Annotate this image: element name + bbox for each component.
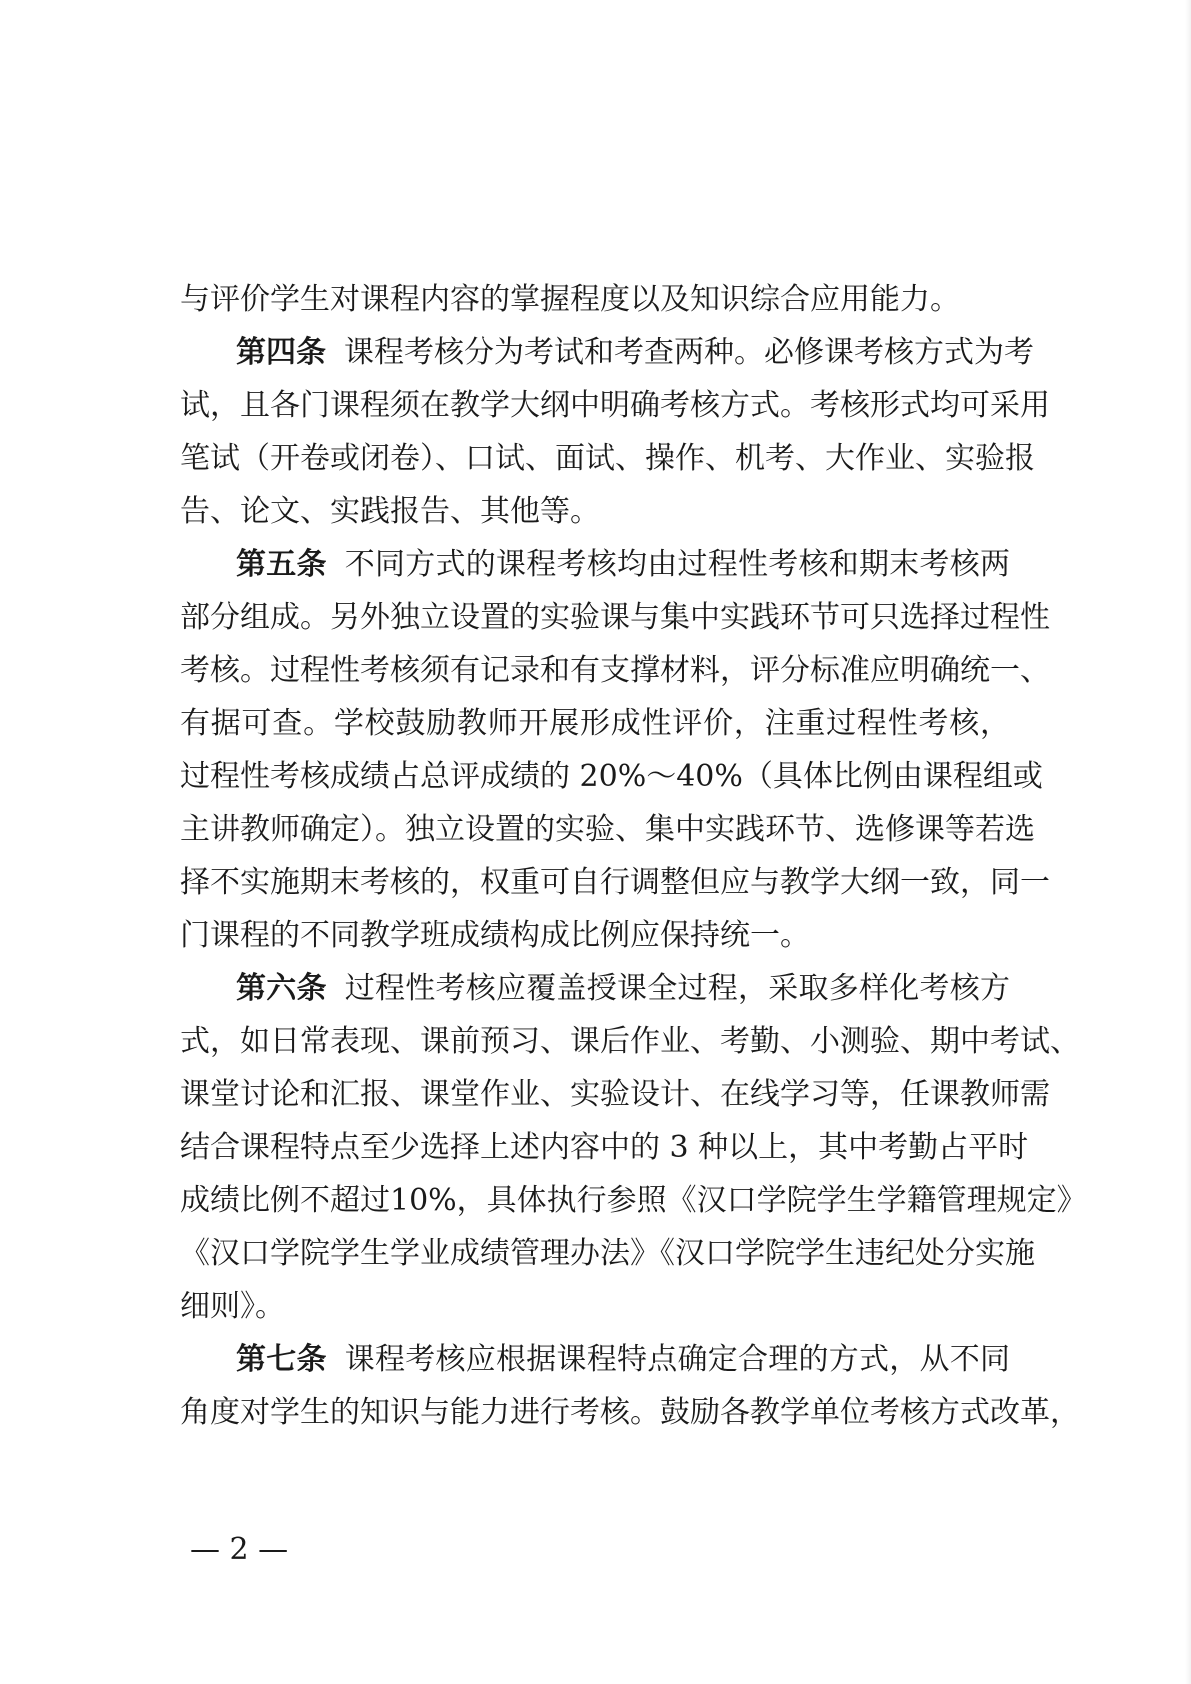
article-6-first-line	[236, 961, 1010, 1017]
body-line: 考核。过程性考核须有记录和有支撑材料，评分标准应明确统一、	[180, 653, 1050, 688]
body-line: 择不实施期末考核的，权重可自行调整但应与教学大纲一致，同一	[180, 865, 1050, 900]
article-4-title: 第四条	[236, 335, 326, 370]
article-5-first-line	[236, 537, 1010, 593]
body-line: 与评价学生对课程内容的掌握程度以及知识综合应用能力。	[180, 282, 960, 317]
body-line: 告、论文、实践报告、其他等。	[180, 494, 600, 529]
article-4-first-line	[236, 325, 1034, 381]
article-7-title: 第七条	[236, 1342, 327, 1377]
body-line: 式，如日常表现、课前预习、课后作业、考勤、小测验、期中考试、	[180, 1024, 1080, 1059]
scan-edge-shadow	[1185, 0, 1191, 1684]
body-line: 过程性考核应覆盖授课全过程，采取多样化考核方	[344, 971, 1010, 1006]
body-line: 课程考核应根据课程特点确定合理的方式，从不同	[344, 1342, 1010, 1377]
body-line: 门课程的不同教学班成绩构成比例应保持统一。	[180, 918, 810, 953]
article-5-title: 第五条	[236, 547, 327, 582]
body-line: 角度对学生的知识与能力进行考核。鼓励各教学单位考核方式改革，	[180, 1395, 1080, 1430]
body-line: 部分组成。另外独立设置的实验课与集中实践环节可只选择过程性	[180, 600, 1050, 635]
body-line: 课堂讨论和汇报、课堂作业、实验设计、在线学习等，任课教师需	[180, 1077, 1050, 1112]
body-line: 有据可查。学校鼓励教师开展形成性评价，注重过程性考核，	[180, 706, 1010, 741]
body-line: 笔试（开卷或闭卷）、口试、面试、操作、机考、大作业、实验报	[180, 441, 1035, 476]
article-7-first-line	[236, 1332, 1010, 1388]
body-line: 成绩比例不超过10%，具体执行参照《汉口学院学生学籍管理规定》	[180, 1183, 1087, 1218]
body-line: 课程考核分为考试和考查两种。必修课考核方式为考	[344, 335, 1034, 370]
article-6-title: 第六条	[236, 971, 327, 1006]
body-line: 主讲教师确定）。独立设置的实验、集中实践环节、选修课等若选	[180, 812, 1035, 847]
body-line: 细则》。	[180, 1289, 285, 1324]
body-line: 不同方式的课程考核均由过程性考核和期末考核两	[344, 547, 1010, 582]
body-line: 过程性考核成绩占总评成绩的 20%～40%（具体比例由课程组或	[180, 759, 1043, 794]
page-number: — 2 —	[190, 1532, 289, 1567]
body-line: 《汉口学院学生学业成绩管理办法》《汉口学院学生违纪处分实施	[180, 1236, 1035, 1271]
body-line: 试，且各门课程须在教学大纲中明确考核方式。考核形式均可采用	[180, 388, 1050, 423]
body-line: 结合课程特点至少选择上述内容中的 3 种以上，其中考勤占平时	[180, 1130, 1029, 1165]
